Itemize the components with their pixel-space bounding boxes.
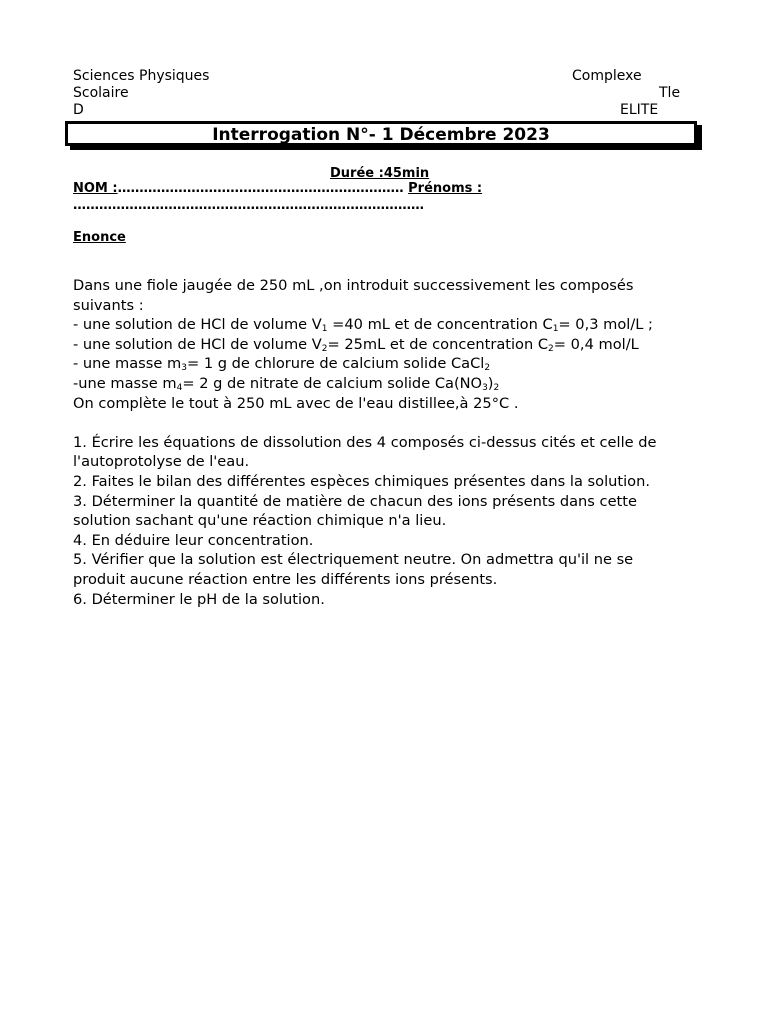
- question-1-line-2: l'autoprotolyse de l'eau.: [73, 453, 250, 471]
- section-label: Enonce: [73, 230, 126, 245]
- list-item-hcl-1: - une solution de HCl de volume $V_1 =40$ mL et de concentration $C_1= 0,3$ mol/L ;: [73, 316, 653, 335]
- header-school-name: ELITE: [620, 102, 659, 118]
- intro-line-2: suivants :: [73, 296, 144, 314]
- question-2: 2. Faites le bilan des différentes espèces chimiques présentes dans la solution.: [73, 472, 650, 490]
- question-4: 4. En déduire leur concentration.: [73, 531, 314, 549]
- header-subject: Sciences Physiques: [73, 68, 210, 84]
- name-line: [73, 181, 482, 197]
- list-item-cacl2: - une masse $m_3= 1$ g de chlorure de calcium solide CaCl$_2$: [73, 355, 491, 374]
- duration: Durée :45min: [330, 166, 430, 181]
- question-3-line-1: 3. Déterminer la quantité de matière de chacun des ions présents dans cette: [73, 492, 637, 510]
- nom-label: NOM :: [73, 181, 118, 196]
- intro-final: On complète le tout à 250 mL avec de l'eau distillee,à 25°C .: [73, 394, 519, 412]
- header-class-part2: D: [73, 102, 84, 118]
- nom-dots: …………………………………………………………: [117, 181, 404, 196]
- question-3-line-2: solution sachant qu'une réaction chimique n'a lieu.: [73, 512, 447, 530]
- exercise-body: [73, 276, 713, 609]
- question-5-line-2: produit aucune réaction entre les différents ions présents.: [73, 570, 498, 588]
- header-school-part2: Scolaire: [73, 85, 129, 101]
- title-box: [65, 121, 697, 146]
- prenoms-dots: ………………………………………………………………………: [73, 198, 424, 213]
- question-1-line-1: 1. Écrire les équations de dissolution des 4 composés ci-dessus cités et celle de: [73, 433, 657, 451]
- question-5-line-1: 5. Vérifier que la solution est électriquement neutre. On admettra qu'il ne se: [73, 551, 634, 569]
- question-6: 6. Déterminer le pH de la solution.: [73, 590, 325, 608]
- header-class-part1: Tle: [659, 85, 681, 101]
- list-item-hcl-2: - une solution de HCl de volume $V_2= 25mL$ et de concentration $C_2= 0,4$ mol/L: [73, 335, 639, 354]
- header-school-part1: Complexe: [572, 68, 642, 84]
- page-title: Interrogation N°- 1 Décembre 2023: [212, 125, 550, 145]
- prenoms-label: Prénoms :: [408, 181, 483, 196]
- list-item-cano3: -une masse $m_4= 2$ g de nitrate de calcium solide $Ca(NO_3)_2$: [73, 374, 500, 393]
- intro-line-1: Dans une fiole jaugée de 250 mL ,on introduit successivement les composés: [73, 277, 634, 294]
